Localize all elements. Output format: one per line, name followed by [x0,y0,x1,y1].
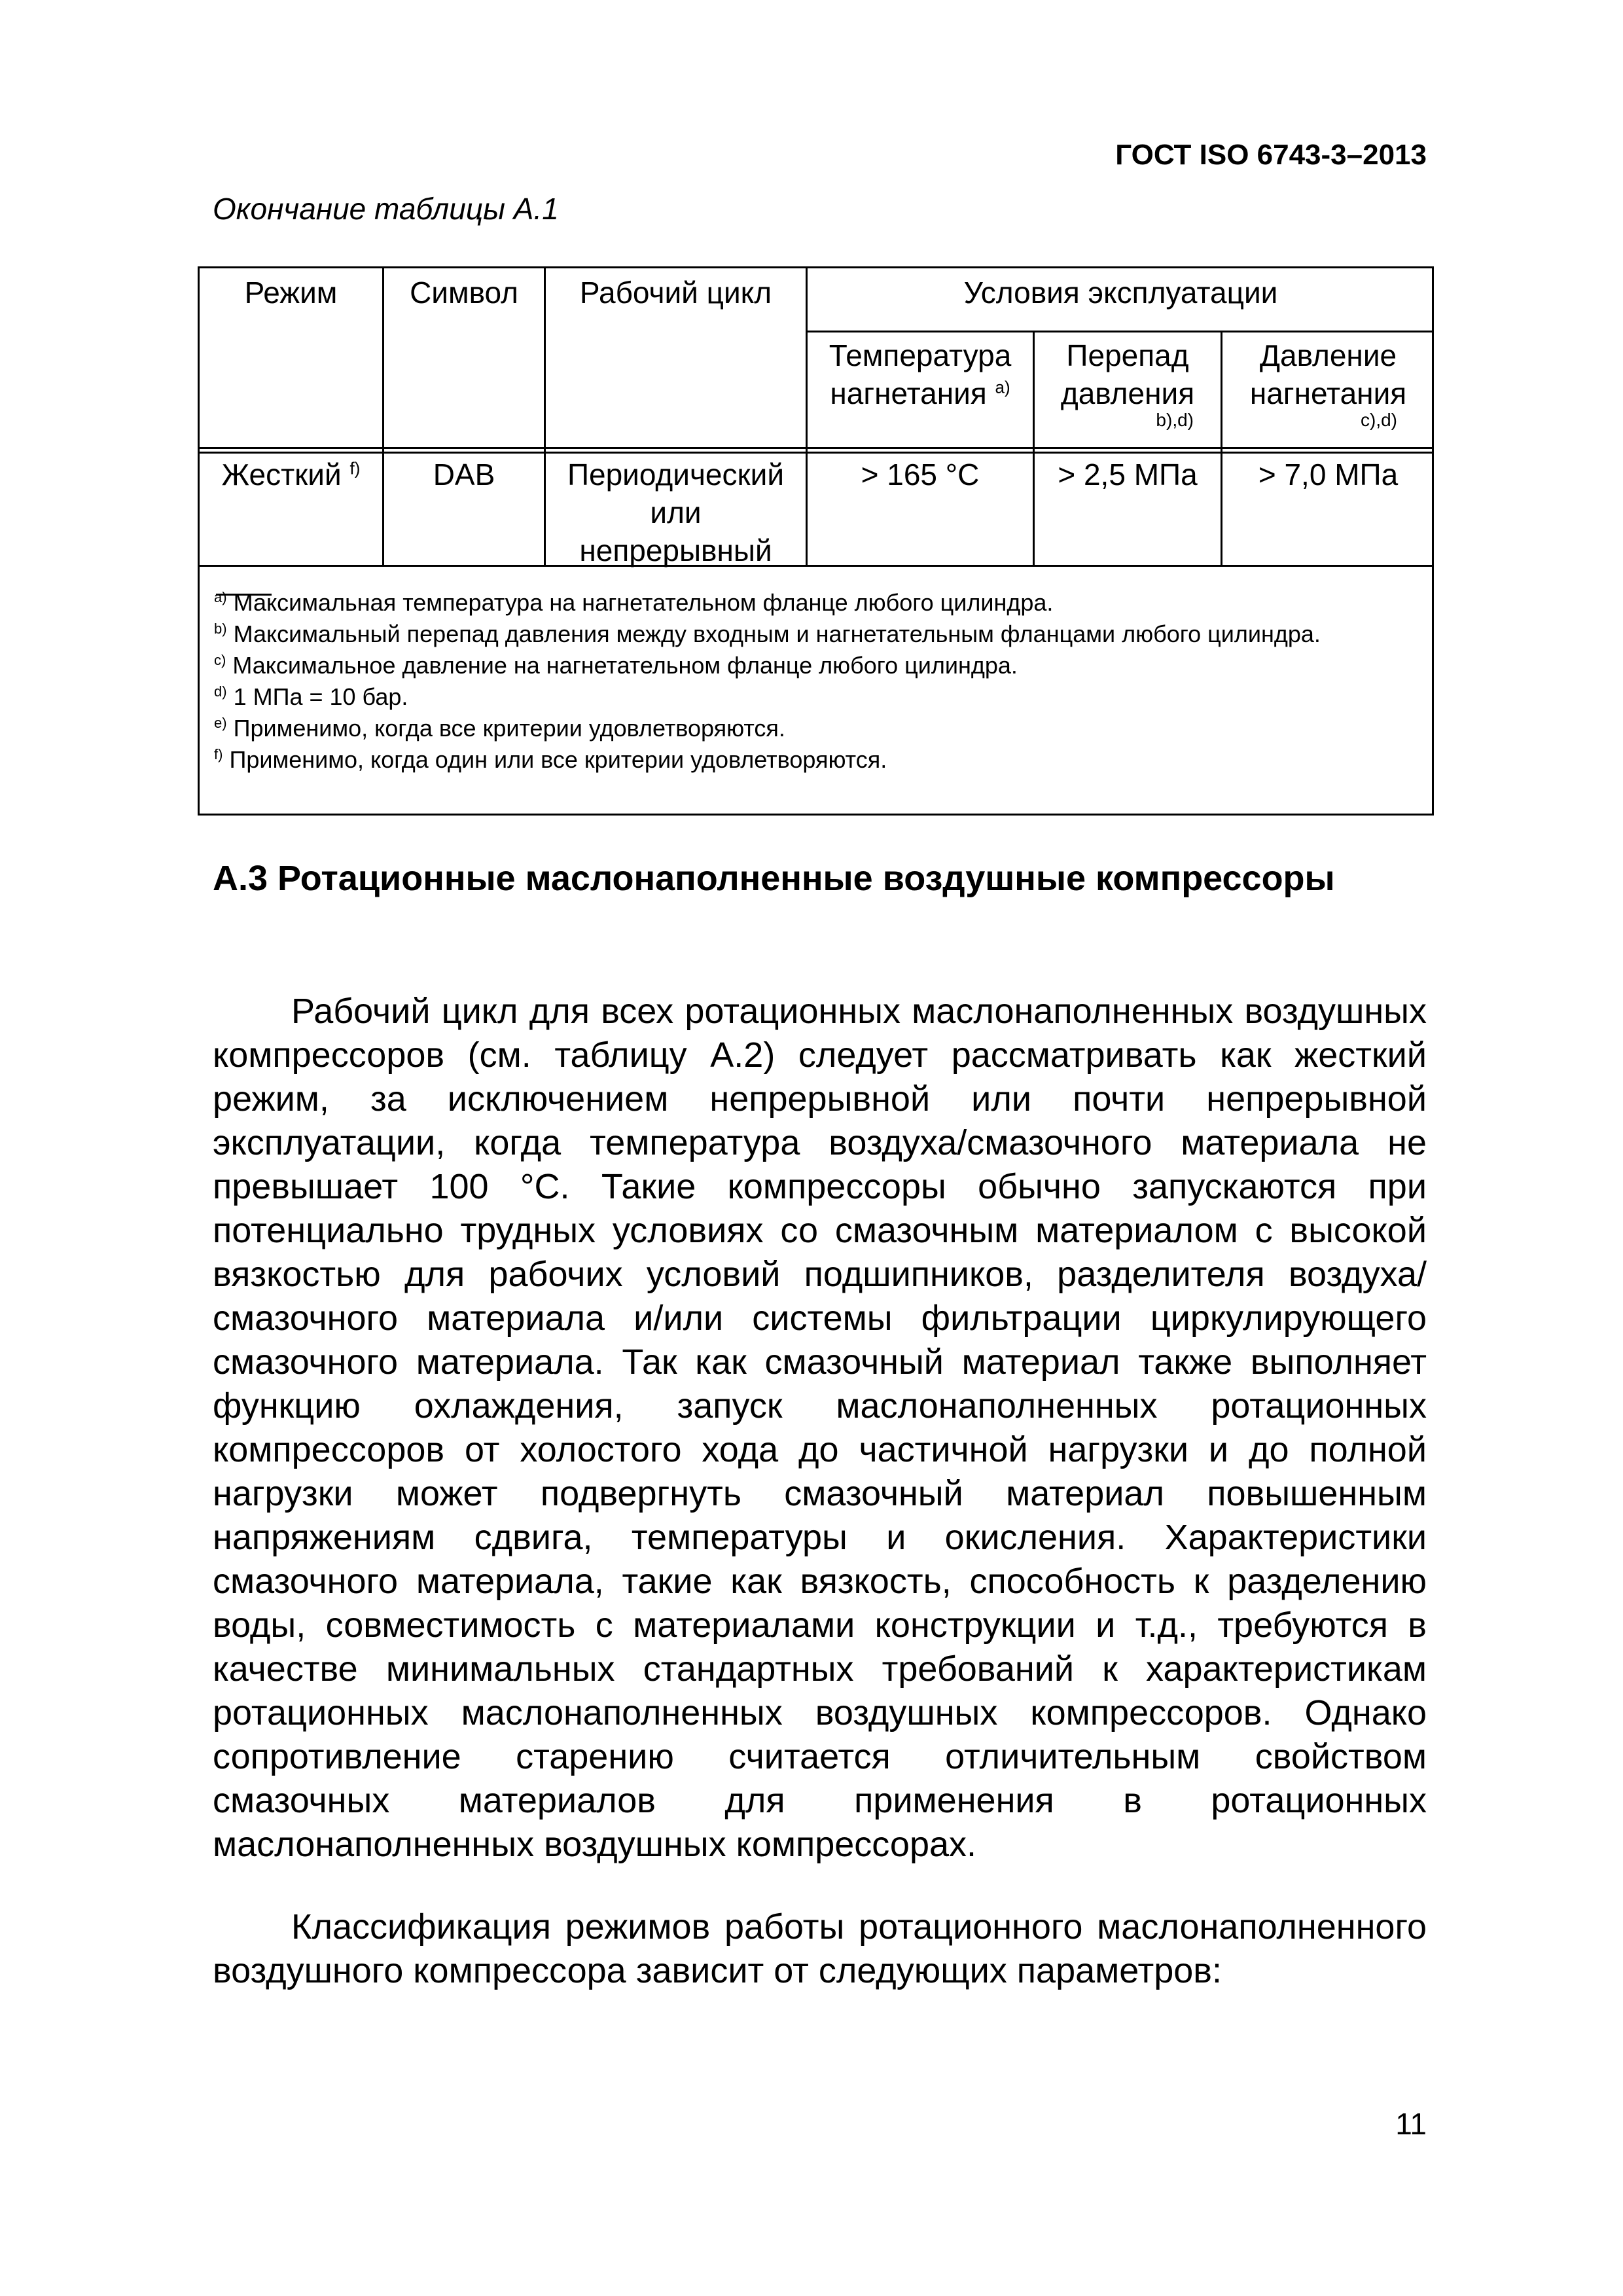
header-symbol: Символ [410,276,518,310]
table-footnotes [214,587,1417,776]
discharge-pressure-footnote-marks: c),d) [1361,410,1397,430]
table-caption: Окончание таблицы А.1 [213,192,559,226]
footnote: $^{c)}$ Максимальное давление на нагнетательном фланце любого цилиндра. [214,652,1018,679]
header-work-cycle: Рабочий цикл [579,276,772,310]
row-symbol: DAB [433,457,495,492]
table-divider [806,268,808,567]
footnote: $^{b)}$ Максимальный перепад давления между входным и нагнетательным фланцами любого цилиндра. [214,620,1321,647]
section-heading: А.3 Ротационные маслонаполненные воздушные компрессоры [213,859,1335,898]
table-divider [200,565,1434,567]
table-divider [200,452,1434,454]
row-work-cycle: Периодический или непрерывный [567,457,785,567]
page-number: 11 [1395,2107,1427,2141]
row-discharge-temperature: > 165 °C [861,457,980,492]
footnote: $^{e)}$ Применимо, когда все критерии удовлетворяются. [214,715,785,742]
pressure-drop-footnote-marks: b),d) [1156,410,1194,430]
header-mode: Режим [244,276,338,310]
row-mode: Жесткий $^{f)}$ [221,457,361,492]
header-pressure-drop: Перепад давления [1060,338,1195,410]
table-divider [200,447,1434,449]
footnote: $^{a)}$ Максимальная температура на нагнетательном фланце любого цилиндра. [214,589,1054,616]
body-paragraph: Классификация режимов работы ротационного маслонаполненного воздушного компрессора зависит от следующих параметров: [213,1907,1427,1990]
table [198,266,1434,816]
row-discharge-pressure: > 7,0 МПа [1258,457,1399,492]
header-operating-conditions: Условия эксплуатации [963,276,1278,310]
table-divider [806,331,1434,332]
row-pressure-drop: > 2,5 МПа [1058,457,1198,492]
document-code: ГОСТ ISO 6743-3–2013 [1115,139,1427,171]
footnote: $^{d)}$ 1 МПа = 10 бар. [214,683,408,710]
footnote: $^{f)}$ Применимо, когда один или все критерии удовлетворяются. [214,746,887,773]
body-paragraph: Рабочий цикл для всех ротационных маслонаполненных воздушных компрессоров (см. таблицу А.2) следует рассматривать как жесткий режим, за исключением непрерывной или почти непрерывной эксплуатации, когда температура воздуха/смазочного материала не превышает 100 °C. Такие компрессоры обычно запускаются при потенциально трудных условиях со смазочным материалом с высокой вязкостью для рабочих условий подшипников, разделителя воздуха/смазочного материала и/или системы фильтрации циркулирующего смазочного материала. Так как смазочный материал также выполняет функцию охлаждения, запуск маслонаполненных ротационных компрессоров от холостого хода до частичной нагрузки и до полной нагрузки может подвергнуть смазочный материал повышенным напряжениям сдвига, температуры и окисления. Характеристики смазочного материала, такие как вязкость, способность к разделению воды, совместимость с материалами конструкции и т.д., требуются в качестве минимальных стандартных требований к характеристикам ротационных маслонаполненных воздушных компрессоров. Однако сопротивление старению считается отличительным свойством смазочных материалов для применения в ротационных маслонаполненных воздушных компрессорах. [213,992,1427,1864]
table-divider [382,268,384,567]
header-discharge-temperature: Температура нагнетания $^{a)}$ [829,338,1012,410]
header-discharge-pressure: Давление нагнетания [1249,338,1407,410]
